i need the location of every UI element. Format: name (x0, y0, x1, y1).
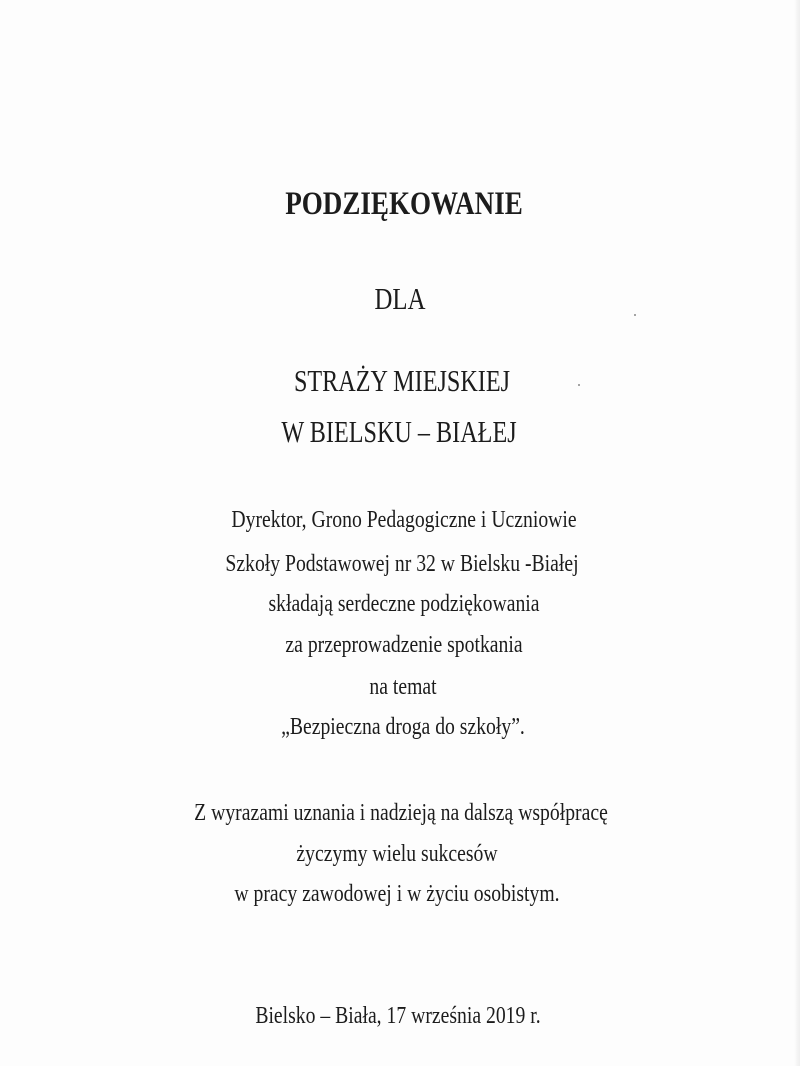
paper-speck (578, 384, 580, 386)
closing-line-2: życzymy wielu sukcesów (296, 841, 498, 867)
paper-speck (634, 314, 636, 316)
letter-for: DLA (374, 281, 426, 316)
body-line-1: Dyrektor, Grono Pedagogiczne i Uczniowie (231, 507, 577, 533)
body-line-3: składają serdeczne podziękowania (268, 591, 540, 617)
place-and-date: Bielsko – Biała, 17 września 2019 r. (255, 1003, 541, 1029)
paper-edge (794, 0, 800, 1066)
body-line-5: na temat (369, 674, 437, 700)
body-line-6: „Bezpieczna droga do szkoły”. (281, 714, 525, 740)
letter-title: PODZIĘKOWANIE (285, 186, 523, 222)
body-line-4: za przeprowadzenie spotkania (285, 632, 523, 658)
recipient-line-2: W BIELSKU – BIAŁEJ (281, 414, 517, 449)
closing-line-3: w pracy zawodowej i w życiu osobistym. (234, 881, 560, 907)
closing-line-1: Z wyrazami uznania i nadzieją na dalszą współpracę (194, 800, 608, 826)
recipient-line-1: STRAŻY MIEJSKIEJ (293, 363, 511, 398)
body-line-2: Szkoły Podstawowej nr 32 w Bielsku -Białej (225, 551, 579, 577)
